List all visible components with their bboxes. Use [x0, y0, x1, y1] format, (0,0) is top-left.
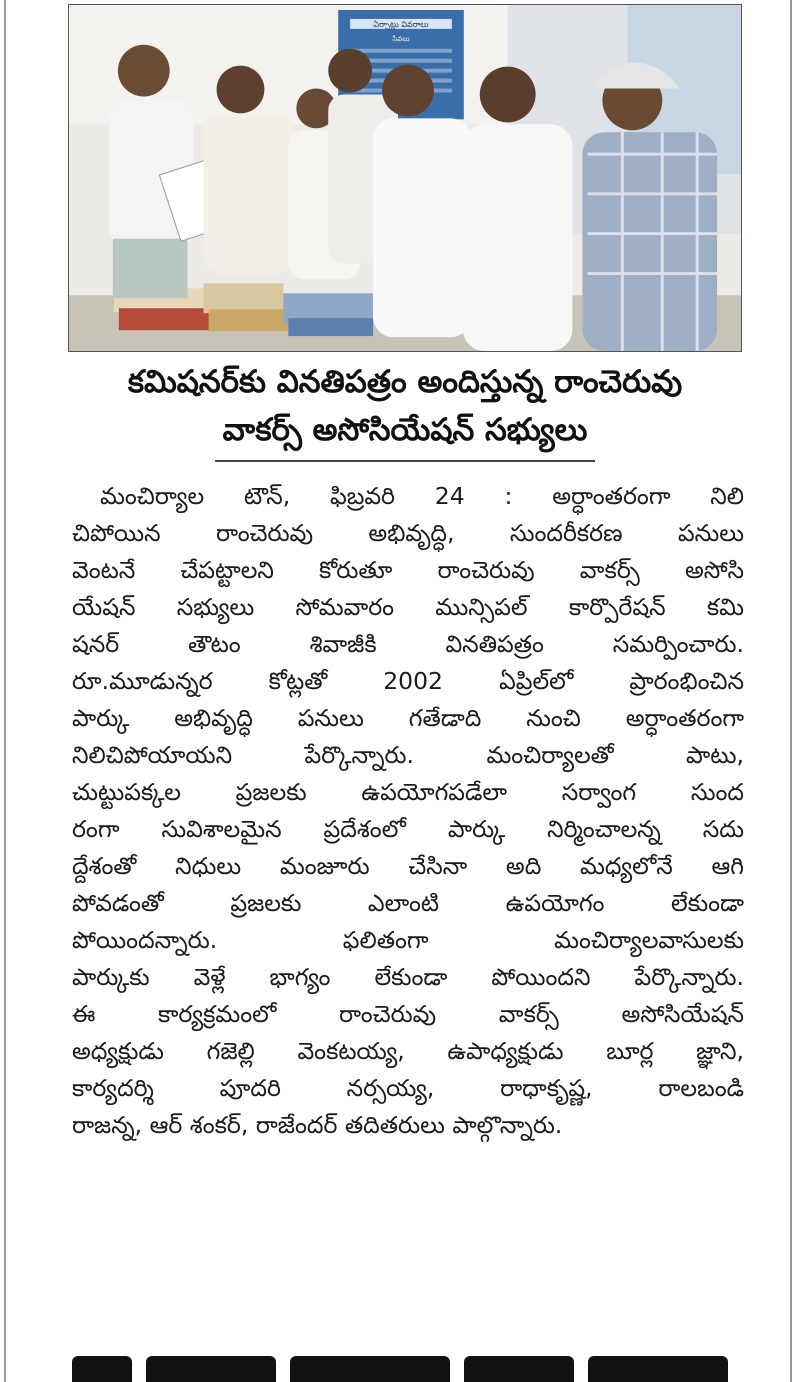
- article-line: ఈ కార్యక్రమంలో రాంచెరువు వాకర్స్ అసోసియేషన్: [72, 1000, 744, 1028]
- notice-board-subtitle: సేవలు: [392, 34, 410, 43]
- article-line: పార్కు అభివృద్ధి పనులు గతేడాది నుంచి అర్ధాంతరంగా: [72, 704, 744, 732]
- page-border-right: [790, 0, 792, 1382]
- article-line: నిలిచిపోయాయని పేర్కొన్నారు. మంచిర్యాలతో పాటు,: [72, 741, 744, 769]
- next-article-headline-cutoff: [72, 1356, 744, 1382]
- news-photo-illustration: [69, 5, 741, 351]
- caption-divider: [215, 460, 595, 462]
- article-body: [72, 478, 744, 1144]
- page-border-left: [4, 0, 6, 1382]
- article-line: రాజన్న, ఆర్ శంకర్, రాజేందర్ తదితరులు పాల్గొన్నారు.: [72, 1111, 563, 1139]
- article-line: కార్యదర్శి పూదరి నర్సయ్య, రాధాకృష్ణ, రాలబండి: [72, 1074, 744, 1102]
- article-line: వెంటనే చేపట్టాలని కోరుతూ రాంచెరువు వాకర్స్ అసోసి: [72, 556, 744, 584]
- article-line: షనర్ తౌటం శివాజీకి వినతిపత్రం సమర్పించారు.: [72, 630, 744, 658]
- article-line: చిపోయిన రాంచెరువు అభివృద్ధి, సుందరీకరణ పనులు: [72, 519, 744, 547]
- notice-board-title: ఏర్పాట్లు వివరాలు: [373, 19, 429, 29]
- article-line: యేషన్ సభ్యులు సోమవారం మున్సిపల్ కార్పొరేషన్ కమి: [72, 593, 744, 621]
- article-line: చుట్టుపక్కల ప్రజలకు ఉపయోగపడేలా సర్వాంగ సుంద: [72, 778, 744, 806]
- caption-line-2: వాకర్స్ అసోసియేషన్ సభ్యులు: [222, 412, 588, 448]
- news-photo: [68, 4, 742, 352]
- article-line: రూ.మూడున్నర కోట్లతో 2002 ఏప్రిల్‌లో ప్రారంభించిన: [72, 667, 744, 695]
- article-line: పోయిందన్నారు. ఫలితంగా మంచిర్యాలవాసులకు: [72, 926, 744, 954]
- article-line: మంచిర్యాల టౌన్, ఫిబ్రవరి 24 : అర్ధాంతరంగా నిలి: [100, 482, 744, 510]
- article-line: ద్దేశంతో నిధులు మంజూరు చేసినా అది మధ్యలోనే ఆగి: [72, 852, 744, 880]
- article-line: పోవడంతో ప్రజలకు ఎలాంటి ఉపయోగం లేకుండా: [72, 889, 744, 917]
- article-line: రంగా సువిశాలమైన ప్రదేశంలో పార్కు నిర్మించాలన్న సదు: [72, 815, 744, 843]
- photo-caption: [68, 358, 742, 454]
- article-line: పార్కుకు వెళ్లే భాగ్యం లేకుండా పోయిందని పేర్కొన్నారు.: [72, 963, 744, 991]
- article-line: అధ్యక్షుడు గజెల్లి వెంకటయ్య, ఉపాధ్యక్షుడు బూర్ల జ్ఞాని,: [72, 1037, 744, 1065]
- caption-line-1: కమిషనర్‌కు వినతిపత్రం అందిస్తున్న రాంచెరువు: [127, 364, 683, 400]
